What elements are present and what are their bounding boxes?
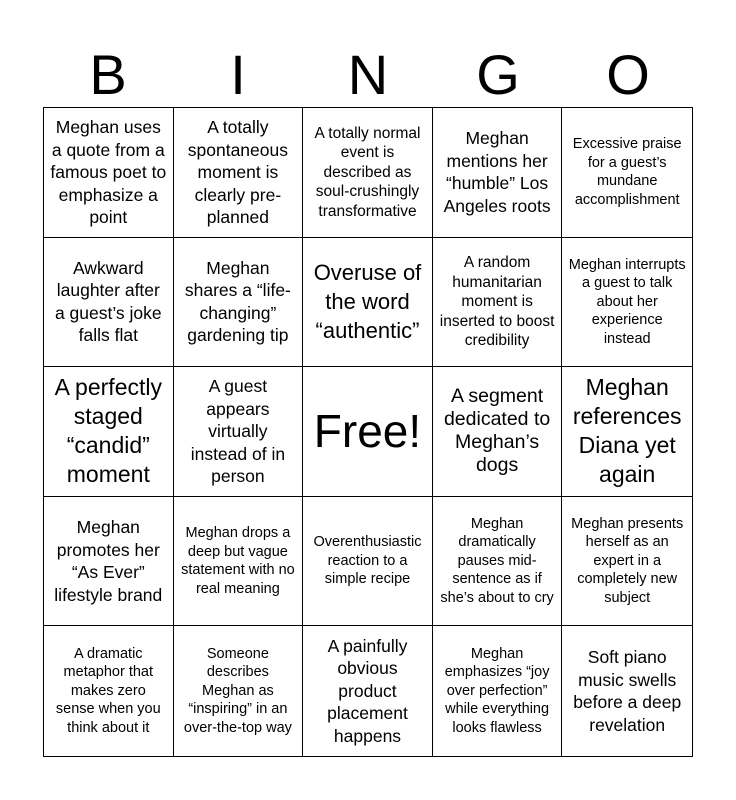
bingo-cell-r2c1[interactable] <box>44 238 174 368</box>
cell-text: Someone describes Meghan as “inspiring” in an over-the-top way <box>183 645 292 736</box>
bingo-cell-r5c2[interactable] <box>174 626 304 756</box>
cell-text: Soft piano music swells before a deep revelation <box>573 647 682 735</box>
cell-text: Meghan shares a “life-changing” gardening tip <box>184 257 291 346</box>
cell-text: A random humanitarian moment is inserted to boost credibility <box>439 254 555 350</box>
bingo-cell-r1c3[interactable] <box>303 108 433 238</box>
cell-text: A totally normal event is described as soul-crushingly transformative <box>314 124 421 220</box>
bingo-cell-r1c1[interactable] <box>44 108 174 238</box>
bingo-cell-r4c1[interactable] <box>44 497 174 627</box>
bingo-cell-r3c1[interactable] <box>44 367 174 497</box>
cell-text: Overuse of the word “authentic” <box>313 260 422 344</box>
header-letter-o: O <box>606 43 650 106</box>
cell-text: Meghan interrupts a guest to talk about her experience instead <box>568 256 686 347</box>
bingo-cell-r4c2[interactable] <box>174 497 304 627</box>
cell-text: Meghan references Diana yet again <box>572 374 682 488</box>
bingo-cell-r5c4[interactable] <box>433 626 563 756</box>
cell-text: A totally spontaneous moment is clearly pre-planned <box>187 117 288 228</box>
cell-text: Awkward laughter after a guest’s joke falls flat <box>54 257 162 346</box>
header-letter-n: N <box>347 43 389 106</box>
bingo-cell-r5c1[interactable] <box>44 626 174 756</box>
cell-text: Meghan promotes her “As Ever” lifestyle brand <box>54 517 163 605</box>
bingo-cell-r3c5[interactable] <box>562 367 692 497</box>
bingo-header <box>43 44 693 106</box>
bingo-cell-r2c2[interactable] <box>174 238 304 368</box>
bingo-cell-r4c4[interactable] <box>433 497 563 627</box>
cell-text: Overenthusiastic reaction to a simple recipe <box>313 534 422 588</box>
cell-text: Meghan uses a quote from a famous poet to emphasize a point <box>50 117 167 228</box>
bingo-cell-r5c5[interactable] <box>562 626 692 756</box>
cell-text: A guest appears virtually instead of in person <box>190 376 286 487</box>
bingo-cell-r5c3[interactable] <box>303 626 433 756</box>
bingo-cell-r3c2[interactable] <box>174 367 304 497</box>
cell-text: A painfully obvious product placement happens <box>327 635 408 746</box>
bingo-cell-r2c4[interactable] <box>433 238 563 368</box>
bingo-cell-r1c4[interactable] <box>433 108 563 238</box>
bingo-cell-r1c2[interactable] <box>174 108 304 238</box>
bingo-cell-r4c3[interactable] <box>303 497 433 627</box>
cell-text: Meghan drops a deep but vague statement with no real meaning <box>181 525 295 597</box>
free-space-text: Free! <box>313 405 422 458</box>
cell-text: A dramatic metaphor that makes zero sense when you think about it <box>55 645 161 736</box>
bingo-cell-r3c4[interactable] <box>433 367 563 497</box>
bingo-cell-free[interactable] <box>303 367 433 497</box>
cell-text: Meghan emphasizes “joy over perfection” while everything looks flawless <box>444 645 550 736</box>
header-letter-b: B <box>89 43 127 106</box>
bingo-cell-r4c5[interactable] <box>562 497 692 627</box>
cell-text: Excessive praise for a guest’s mundane accomplishment <box>572 136 682 208</box>
bingo-cell-r2c5[interactable] <box>562 238 692 368</box>
cell-text: A perfectly staged “candid” moment <box>54 374 162 488</box>
cell-text: Meghan mentions her “humble” Los Angeles roots <box>443 128 551 216</box>
bingo-cell-r1c5[interactable] <box>562 108 692 238</box>
bingo-board <box>43 107 693 757</box>
bingo-cell-r2c3[interactable] <box>303 238 433 368</box>
cell-text: Meghan dramatically pauses mid-sentence as if she’s about to cry <box>440 515 554 606</box>
header-letter-i: I <box>230 43 246 106</box>
header-letter-g: G <box>476 43 520 106</box>
cell-text: Meghan presents herself as an expert in a completely new subject <box>571 515 684 606</box>
cell-text: A segment dedicated to Meghan’s dogs <box>443 385 551 477</box>
